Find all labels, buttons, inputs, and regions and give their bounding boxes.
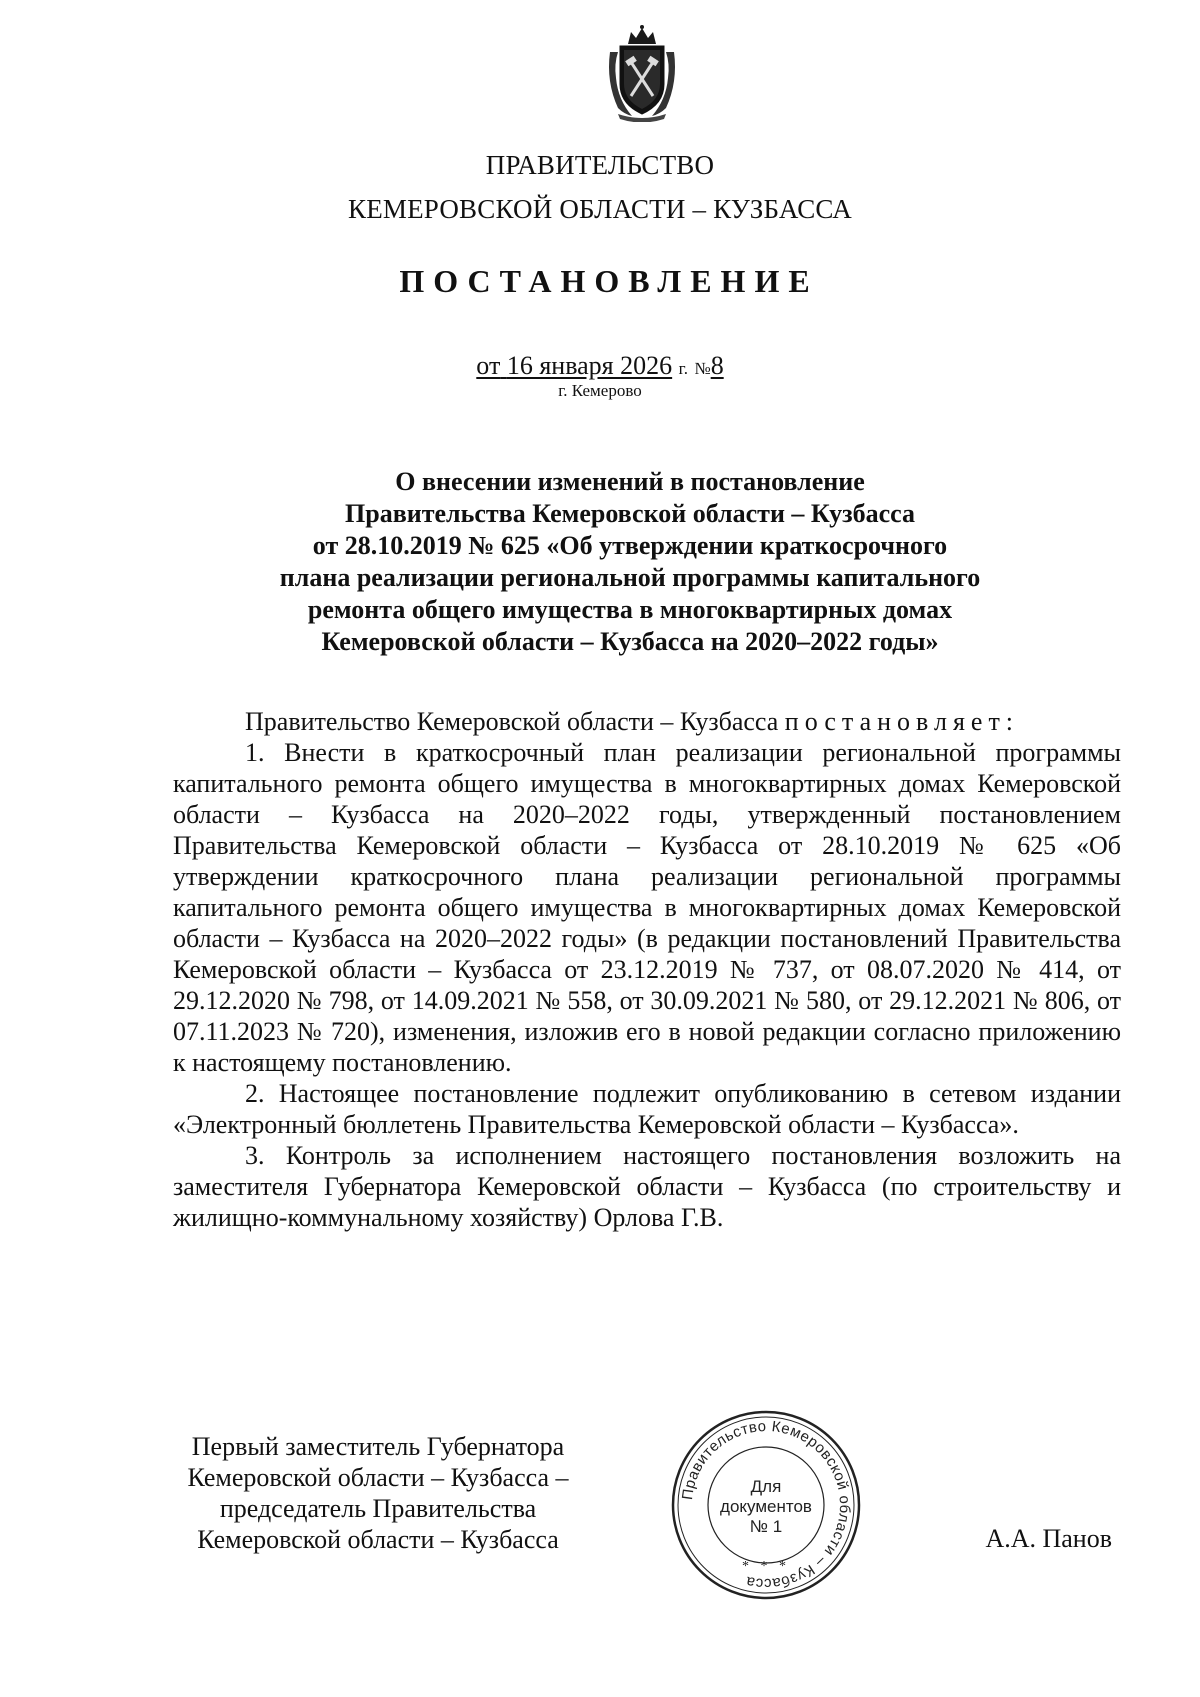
document-heading: [220, 466, 1040, 658]
org-name-line-1: ПРАВИТЕЛЬСТВО: [485, 150, 715, 180]
coat-of-arms-icon: [604, 22, 680, 122]
date-prefix: от: [476, 351, 501, 380]
stamp-ring-text: Правительство Кемеровской области – Кузбасса: [679, 1417, 854, 1593]
year-suffix: г.: [678, 359, 688, 378]
heading-line: от 28.10.2019 № 625 «Об утверждении краткосрочного: [312, 531, 948, 560]
official-stamp: [670, 1409, 862, 1601]
stamp-center-line: документов: [720, 1497, 812, 1516]
number-sign: №: [694, 359, 711, 378]
signer-position-line: председатель Правительства: [219, 1494, 537, 1523]
stamp-stars: * * *: [742, 1559, 790, 1574]
signer-position-line: Кемеровской области – Кузбасса: [197, 1525, 559, 1554]
heading-line: плана реализации региональной программы капитального: [279, 563, 981, 592]
org-name-line-2: КЕМЕРОВСКОЙ ОБЛАСТИ – КУЗБАССА: [348, 194, 852, 224]
body-paragraph-2: 2. Настоящее постановление подлежит опубликованию в сетевом издании «Электронный бюллетень Правительства Кемеровской области – Кузбасса».: [173, 1079, 1121, 1139]
heading-line: ремонта общего имущества в многоквартирных домах: [307, 595, 953, 624]
stamp-center-line: Для: [750, 1477, 782, 1496]
intro-text: Правительство Кемеровской области – Кузбасса: [245, 707, 779, 736]
document-number: 8: [710, 351, 724, 380]
document-date: 16 января 2026: [506, 351, 673, 380]
document-type-title: ПОСТАНОВЛЕНИЕ: [399, 263, 819, 299]
intro-verb: постановляет:: [784, 707, 1020, 736]
heading-line: Правительства Кемеровской области – Кузбасса: [345, 499, 915, 528]
intro-paragraph: [173, 706, 1121, 737]
heading-line: О внесении изменений в постановление: [395, 467, 865, 496]
stamp-center-text: [670, 1477, 862, 1537]
body-paragraph-1: 1. Внести в краткосрочный план реализации региональной программы капитального ремонта общего имущества в многоквартирных домах Кемеровской области – Кузбасса на 2020–2022 годы, утвержденный постановлением Правительства Кемеровской области – Кузбасса от 28.10.2019 № 625 «Об утверждении краткосрочного плана реализации региональной программы капитального ремонта общего имущества в многоквартирных домах Кемеровской области – Кузбасса на 2020–2022 годы» (в редакции постановлений Правительства Кемеровской области – Кузбасса от 23.12.2019 № 737, от 08.07.2020 № 414, от 29.12.2020 № 798, от 14.09.2021 № 558, от 30.09.2021 № 580, от 29.12.2021 № 806, от 07.11.2023 № 720), изменения, изложив его в новой редакции согласно приложению к настоящему постановлению.: [173, 738, 1121, 1077]
city-label: г. Кемерово: [558, 381, 642, 400]
signer-position-line: Первый заместитель Губернатора: [191, 1432, 565, 1461]
date-number-line: [0, 351, 1200, 381]
stamp-center-line: № 1: [749, 1517, 783, 1536]
document-body: [173, 706, 1121, 1233]
signer-position: [158, 1431, 598, 1555]
signer-name: А.А. Панов: [985, 1524, 1112, 1553]
heading-line: Кемеровской области – Кузбасса на 2020–2022 годы»: [321, 627, 939, 656]
signer-position-line: Кемеровской области – Кузбасса –: [187, 1463, 569, 1492]
body-paragraph-3: 3. Контроль за исполнением настоящего постановления возложить на заместителя Губернатора Кемеровской области – Кузбасса (по строительству и жилищно-коммунальному хозяйству) Орлова Г.В.: [173, 1141, 1121, 1232]
